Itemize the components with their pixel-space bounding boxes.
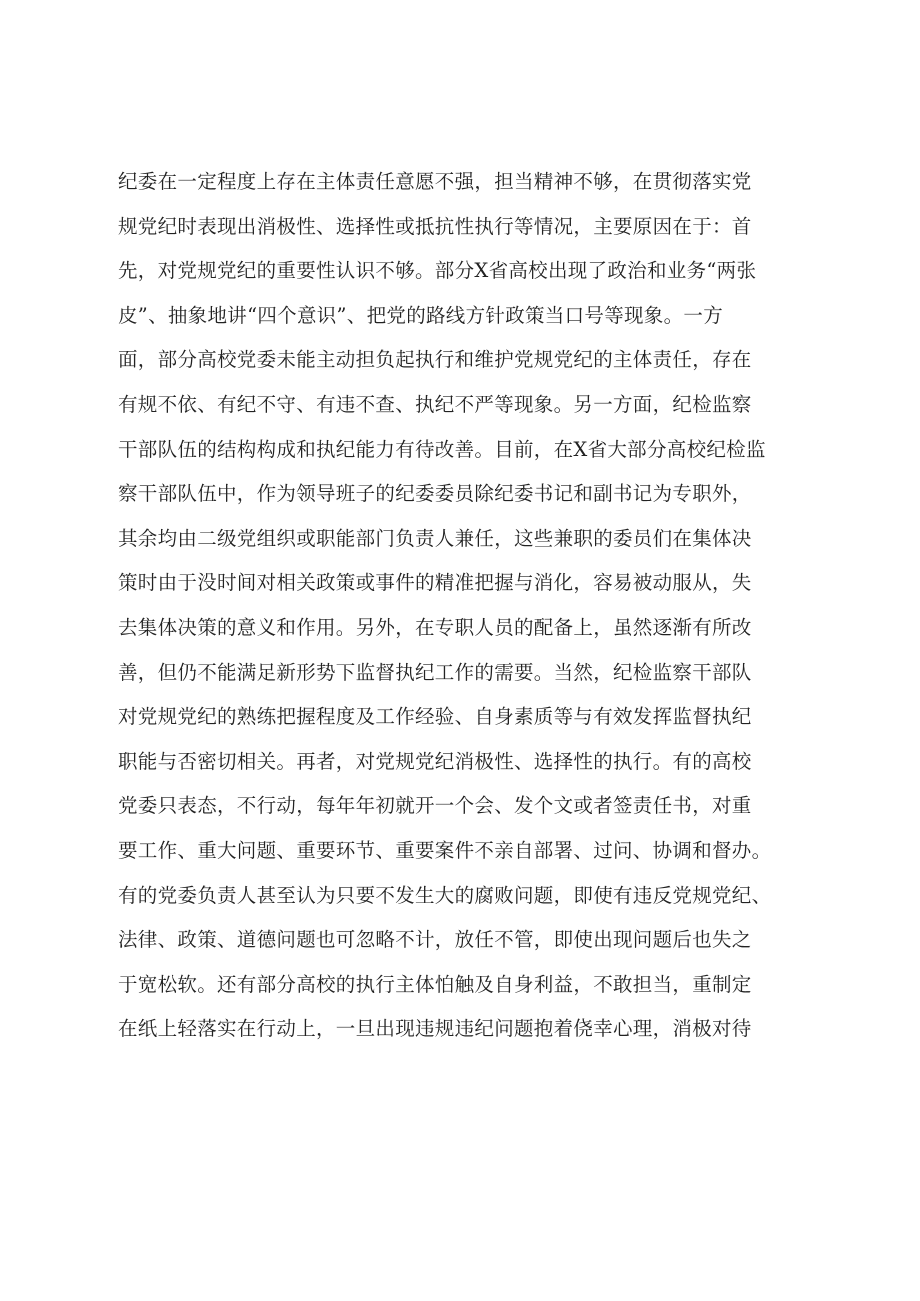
paragraph-line: 纪委在一定程度上存在主体责任意愿不强，担当精神不够，在贯彻落实党	[118, 170, 752, 193]
paragraph-line: 先，对党规党纪的重要性认识不够。部分X省高校出现了政治和业务“两张	[118, 259, 757, 283]
paragraph-line: 规党纪时表现出消极性、选择性或抵抗性执行等情况，主要原因在于：首	[118, 214, 752, 238]
paragraph-line: 党委只表态，不行动，每年年初就开一个会、发个文或者签责任书，对重	[118, 794, 752, 818]
paragraph-line: 去集体决策的意义和作用。另外，在专职人员的配备上，虽然逐渐有所改	[118, 615, 752, 639]
paragraph-line: 其余均由二级党组织或职能部门负责人兼任，这些兼职的委员们在集体决	[118, 526, 752, 550]
paragraph-line: 对党规党纪的熟练把握程度及工作经验、自身素质等与有效发挥监督执纪	[118, 705, 752, 729]
paragraph-line: 皮”、抽象地讲“四个意识”、把党的路线方针政策当口号等现象。一方	[118, 303, 724, 327]
paragraph-line: 法律、政策、道德问题也可忽略不计，放任不管，即使出现问题后也失之	[118, 928, 752, 952]
paragraph-line: 策时由于没时间对相关政策或事件的精准把握与消化，容易被动服从，失	[118, 571, 752, 595]
paragraph-line: 职能与否密切相关。再者，对党规党纪消极性、选择性的执行。有的高校	[118, 749, 752, 773]
paragraph-line: 面，部分高校党委未能主动担负起执行和维护党规党纪的主体责任，存在	[118, 348, 752, 372]
paragraph-line: 有规不依、有纪不守、有违不查、执纪不严等现象。另一方面，纪检监察	[118, 392, 752, 416]
paragraph-line: 干部队伍的结构构成和执纪能力有待改善。目前，在X省大部分高校纪检监	[118, 437, 766, 461]
paragraph-line: 于宽松软。还有部分高校的执行主体怕触及自身利益，不敢担当，重制定	[118, 972, 752, 996]
paragraph-line: 在纸上轻落实在行动上，一旦出现违规违纪问题抱着侥幸心理，消极对待	[118, 1017, 752, 1041]
paragraph-line: 善，但仍不能满足新形势下监督执纪工作的需要。当然，纪检监察干部队	[118, 660, 752, 684]
paragraph-line: 察干部队伍中，作为领导班子的纪委委员除纪委书记和副书记为专职外，	[118, 482, 752, 506]
paragraph-line: 有的党委负责人甚至认为只要不发生大的腐败问题，即使有违反党规党纪、	[118, 883, 772, 907]
body-paragraph	[118, 160, 838, 1052]
paragraph-line: 要工作、重大问题、重要环节、重要案件不亲自部署、过问、协调和督办。	[118, 838, 772, 862]
